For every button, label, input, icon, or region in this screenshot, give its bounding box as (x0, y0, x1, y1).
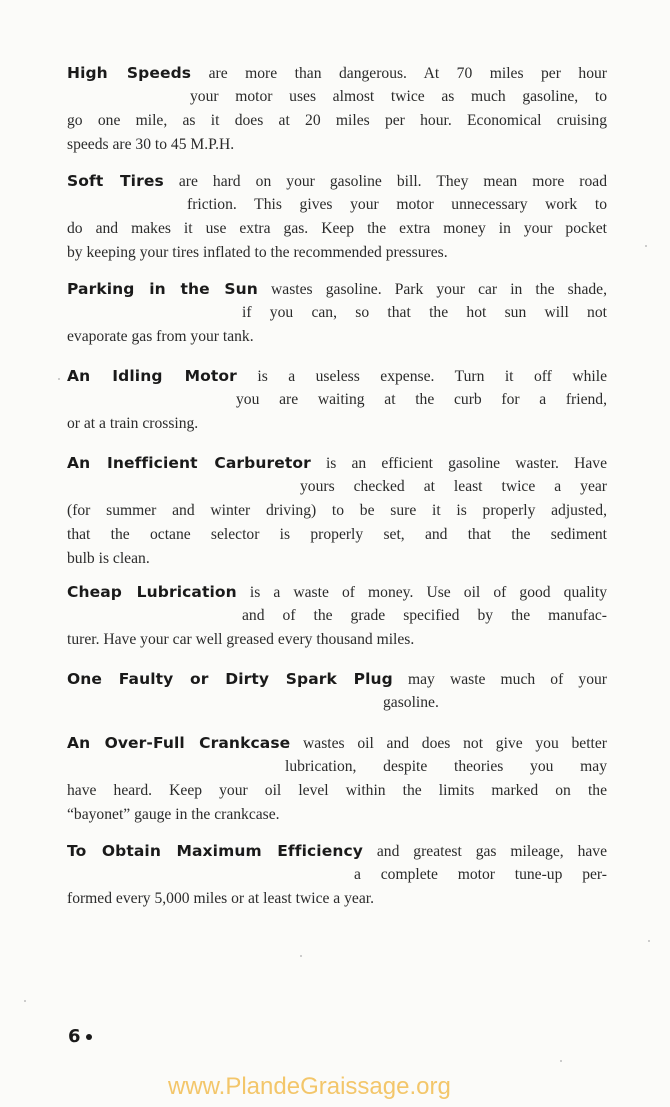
section-second-line: a complete motor tune-up per- (354, 866, 607, 883)
section-body-line: by keeping your tires inflated to the recommended pressures. (67, 244, 448, 261)
section-first-line (67, 277, 607, 301)
section-text: wastes gasoline. Park your car in the shade, (271, 281, 607, 298)
section-heading: High Speeds (67, 64, 192, 82)
section-first-line (67, 364, 607, 388)
section-text: are hard on your gasoline bill. They mean more road (178, 173, 607, 190)
page-number (68, 1026, 92, 1047)
section-heading: Soft Tires (67, 172, 164, 190)
section-body-line: “bayonet” gauge in the crankcase. (67, 806, 280, 823)
section-text: may waste much of your (407, 671, 607, 688)
section-text: and greatest gas mileage, have (376, 843, 608, 860)
print-speck (24, 1000, 26, 1002)
section-body-line: (for summer and winter driving) to be sure it is properly adjusted, (67, 502, 607, 519)
section-second-line: and of the grade specified by the manufac- (242, 607, 607, 624)
section-body-line: have heard. Keep your oil level within the limits marked on the (67, 782, 607, 799)
section-body-line: go one mile, as it does at 20 miles per hour. Economical cruising (67, 112, 607, 129)
section-body-line: speeds are 30 to 45 M.P.H. (67, 136, 235, 153)
section-body-line: evaporate gas from your tank. (67, 328, 254, 345)
section-body-line: turer. Have your car well greased every thousand miles. (67, 631, 415, 648)
bullet-icon (86, 1034, 92, 1040)
section-body-line: bulb is clean. (67, 550, 150, 567)
print-speck (560, 1060, 562, 1062)
section-body-line: that the octane selector is properly set, and that the sediment (67, 526, 607, 543)
print-speck (645, 245, 647, 247)
section-text: is a waste of money. Use oil of good quality (249, 584, 607, 601)
section-heading: An Over-Full Crankcase (67, 734, 291, 752)
print-speck (58, 378, 60, 380)
section-heading: Cheap Lubrication (67, 583, 237, 601)
section-first-line (67, 451, 607, 475)
section-body-line: do and makes it use extra gas. Keep the extra money in your pocket (67, 220, 607, 237)
section-text: wastes oil and does not give you better (303, 735, 607, 752)
section-first-line (67, 667, 607, 691)
section-text: are more than dangerous. At 70 miles per hour (208, 65, 607, 82)
section-heading: An Inefficient Carburetor (67, 454, 311, 472)
section-second-line: yours checked at least twice a year (300, 478, 607, 495)
section-first-line (67, 839, 607, 863)
section-first-line (67, 61, 607, 85)
section-second-line: lubrication, despite theories you may (285, 758, 607, 775)
print-speck (300, 955, 302, 957)
section-first-line (67, 731, 607, 755)
section-text: is an efficient gasoline waster. Have (325, 455, 607, 472)
section-body-line: formed every 5,000 miles or at least twice a year. (67, 890, 374, 907)
page-number-value: 6 (68, 1026, 81, 1047)
section-second-line: friction. This gives your motor unnecessary work to (187, 196, 607, 213)
section-text: is a useless expense. Turn it off while (257, 368, 607, 385)
section-second-line: if you can, so that the hot sun will not (242, 304, 607, 321)
section-heading: An Idling Motor (67, 367, 237, 385)
section-first-line (67, 580, 607, 604)
section-second-line: your motor uses almost twice as much gasoline, to (190, 88, 607, 105)
section-heading: To Obtain Maximum Efficiency (67, 842, 363, 860)
section-second-line: gasoline. (383, 694, 439, 711)
section-second-line: you are waiting at the curb for a friend, (236, 391, 607, 408)
section-heading: One Faulty or Dirty Spark Plug (67, 670, 393, 688)
watermark: www.PlandeGraissage.org (168, 1073, 451, 1100)
section-body-line: or at a train crossing. (67, 415, 199, 432)
section-heading: Parking in the Sun (67, 280, 258, 298)
section-first-line (67, 169, 607, 193)
print-speck (648, 940, 650, 942)
